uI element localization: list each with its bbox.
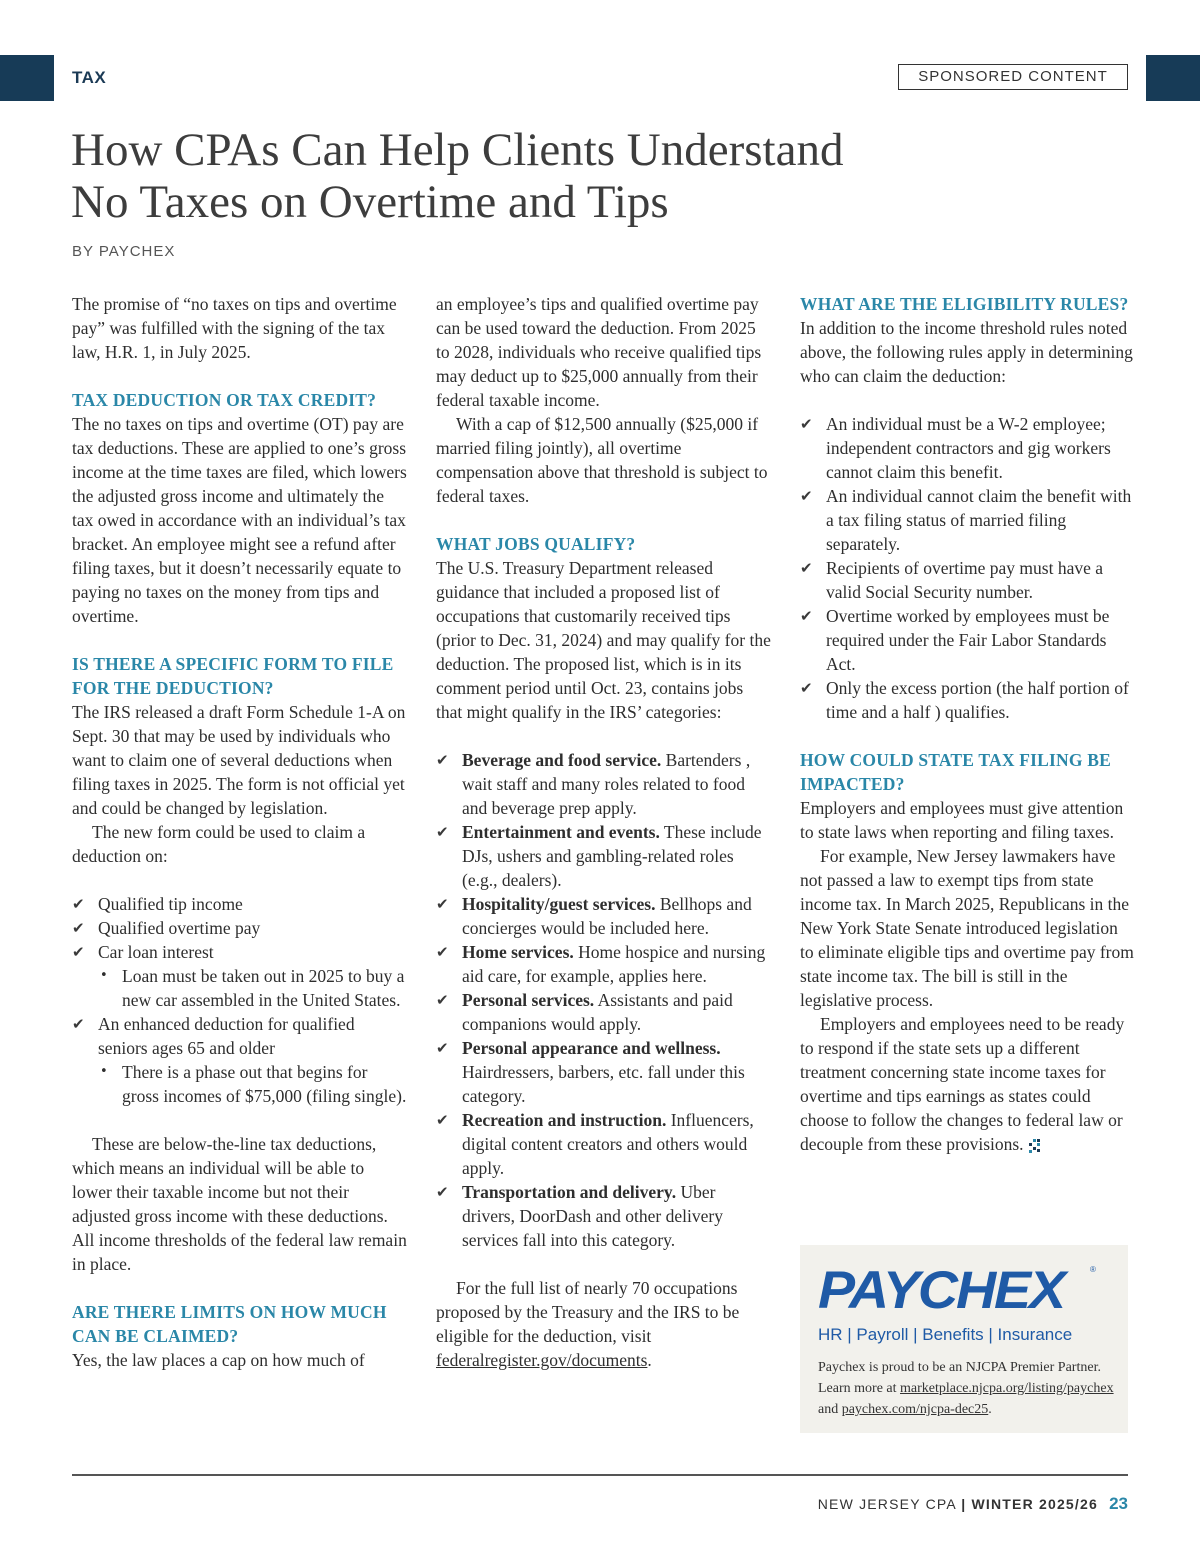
check-icon: ✔ — [800, 679, 813, 697]
check-icon: ✔ — [72, 919, 85, 937]
paychex-tagline: HR | Payroll | Benefits | Insurance — [818, 1325, 1073, 1344]
check-icon: ✔ — [800, 607, 813, 625]
jobs-list — [436, 748, 771, 1252]
section-tab-marker-right — [1146, 55, 1200, 101]
check-icon: ✔ — [800, 559, 813, 577]
section-tab-marker-left — [0, 55, 54, 101]
article-title — [71, 124, 971, 228]
check-icon: ✔ — [436, 1039, 449, 1057]
paychex-logo: PAYCHEX — [818, 1261, 1065, 1320]
eligibility-rules-list — [800, 412, 1135, 724]
check-icon: ✔ — [436, 895, 449, 913]
byline: BY PAYCHEX — [72, 243, 176, 260]
check-icon: ✔ — [436, 751, 449, 769]
check-icon: ✔ — [800, 415, 813, 433]
check-icon: ✔ — [436, 823, 449, 841]
heading-specific-form: IS THERE A SPECIFIC FORM TO FILE FOR THE DEDUCTION? — [72, 654, 394, 698]
paragraph-full-list: For the full list of nearly 70 occupations proposed by the Treasury and the IRS to be eligible for the deduction, visit federalregister.gov/documents. — [436, 1278, 740, 1370]
paragraph-deduction: The no taxes on tips and overtime (OT) pay are tax deductions. These are applied to one’s gross income at the time taxes are filed, which lowers the adjusted gross income and ultimately the tax owed in accordance with an individual’s tax bracket. An employee might see a refund after filing taxes, but it doesn’t necessarily equate to paying no taxes on the money from tips and overtime. — [72, 414, 407, 626]
paragraph-state-1: Employers and employees must give attention to state laws when reporting and filing taxes. — [800, 798, 1124, 842]
deduction-list — [72, 892, 407, 1108]
section-label: TAX — [72, 68, 107, 87]
paychex-partner-text: Paychex is proud to be an NJCPA Premier Partner. Learn more at marketplace.njcpa.org/listing/paychex and paychex.com/njcpa-dec25. — [818, 1360, 1114, 1417]
paragraph-limits-continued: an employee’s tips and qualified overtime pay can be used toward the deduction. From 2025 to 2028, individuals who receive qualified tips may deduct up to $25,000 annually from their federal taxable income. — [436, 294, 762, 410]
list-item: ✔ Hospitality/guest services. Bellhops and concierges would be included here. — [436, 894, 752, 938]
issue-label: WINTER 2025/26 — [971, 1496, 1098, 1512]
check-icon: ✔ — [436, 991, 449, 1009]
footer-rule — [72, 1474, 1128, 1476]
footer-separator: | — [961, 1496, 967, 1512]
list-item: ✔ An enhanced deduction for qualified seniors ages 65 and older • There is a phase out that begins for gross incomes of $75,000 (filing single). — [72, 1014, 407, 1106]
list-item: ✔ Overtime worked by employees must be required under the Fair Labor Standards Act. — [800, 606, 1110, 674]
paragraph-state-3: Employers and employees need to be ready to respond if the state sets up a different treatment concerning state income taxes for overtime and tips earnings as states could choose to follow the changes to federal law or decouple from these provisions. — [800, 1014, 1125, 1154]
list-item: ✔ Recreation and instruction. Influencers, digital content creators and others would apply. — [436, 1110, 754, 1178]
njcpa-marketplace-link[interactable]: marketplace.njcpa.org/listing/paychex — [900, 1381, 1114, 1396]
paychex-njcpa-link[interactable]: paychex.com/njcpa-dec25 — [841, 1402, 989, 1417]
list-item: ✔ Recipients of overtime pay must have a valid Social Security number. — [800, 558, 1104, 602]
check-icon: ✔ — [436, 1183, 449, 1201]
list-item: ✔ Personal services. Assistants and paid companions would apply. — [436, 990, 733, 1034]
sponsored-content-badge: SPONSORED CONTENT — [898, 64, 1128, 90]
paragraph-below-the-line: These are below-the-line tax deductions, which means an individual will be able to lower their taxable income but not their adjusted gross income with these deductions. All income thresholds of the federal law remain in place. — [72, 1134, 407, 1274]
paragraph-form-claim: The new form could be used to claim a deduction on: — [72, 822, 366, 866]
paragraph-eligibility: In addition to the income threshold rules noted above, the following rules apply in determining who can claim the deduction: — [800, 318, 1133, 386]
list-item: ✔ Car loan interest • Loan must be taken out in 2025 to buy a new car assembled in the United States. — [72, 940, 407, 1012]
paragraph-limits-start: Yes, the law places a cap on how much of — [72, 1350, 365, 1370]
paychex-ad-box — [800, 1245, 1128, 1433]
list-item: ✔ Qualified tip income — [72, 894, 243, 914]
bullet-dot-icon: • — [100, 968, 108, 983]
check-icon: ✔ — [72, 943, 85, 961]
list-item: ✔ Beverage and food service. Bartenders , wait staff and many roles related to food and beverage prep apply. — [436, 750, 751, 818]
paragraph-form: The IRS released a draft Form Schedule 1-A on Sept. 30 that may be used by individuals who want to claim one of several deductions when filing taxes in 2025. The form is not official yet and could be changed by legislation. — [72, 702, 406, 818]
heading-eligibility: WHAT ARE THE ELIGIBILITY RULES? — [800, 294, 1129, 314]
registered-mark: ® — [1090, 1265, 1096, 1274]
list-item: ✔ Transportation and delivery. Uber drivers, DoorDash and other delivery services fall into this category. — [436, 1182, 723, 1250]
sub-list-item: • There is a phase out that begins for gross incomes of $75,000 (filing single). — [100, 1062, 407, 1106]
column-1 — [72, 292, 407, 1372]
heading-limits: ARE THERE LIMITS ON HOW MUCH CAN BE CLAIMED? — [72, 1302, 387, 1346]
list-item: ✔ Entertainment and events. These include DJs, ushers and gambling-related roles (e.g., dealers). — [436, 822, 762, 890]
article-title-line1: How CPAs Can Help Clients Understand — [71, 124, 844, 176]
check-icon: ✔ — [436, 943, 449, 961]
sub-list — [98, 964, 407, 1012]
check-icon: ✔ — [800, 487, 813, 505]
paragraph-overtime-cap: With a cap of $12,500 annually ($25,000 if married filing jointly), all overtime compensation above that threshold is subject to federal taxes. — [436, 414, 768, 506]
paragraph-state-2: For example, New Jersey lawmakers have not passed a law to exempt tips from state income tax. In March 2025, Republicans in the New York State Senate introduced legislation to eliminate eligible tips and overtime pay from state income tax. The bill is still in the legislative process. — [800, 846, 1134, 1010]
list-item: ✔ Home services. Home hospice and nursing aid care, for example, applies here. — [436, 942, 766, 986]
article-title-line2: No Taxes on Overtime and Tips — [71, 176, 669, 228]
intro-paragraph: The promise of “no taxes on tips and overtime pay” was fulfilled with the signing of the tax law, H.R. 1, in July 2025. — [72, 294, 397, 362]
bullet-dot-icon: • — [100, 1064, 108, 1079]
heading-jobs-qualify: WHAT JOBS QUALIFY? — [436, 534, 636, 554]
list-item: ✔ Only the excess portion (the half portion of time and a half ) qualifies. — [800, 678, 1129, 722]
page-footer — [818, 1494, 1128, 1514]
heading-state-tax: HOW COULD STATE TAX FILING BE IMPACTED? — [800, 750, 1111, 794]
check-icon: ✔ — [436, 1111, 449, 1129]
page-number: 23 — [1109, 1494, 1128, 1513]
check-icon: ✔ — [72, 1015, 85, 1033]
paragraph-jobs: The U.S. Treasury Department released guidance that included a proposed list of occupations that customarily received tips (prior to Dec. 31, 2024) and may qualify for the deduction. The proposed list, which is in its comment period until Oct. 23, contains jobs that might qualify in the IRS’ categories: — [436, 558, 771, 722]
sub-list-item: • Loan must be taken out in 2025 to buy a new car assembled in the United States. — [100, 966, 405, 1010]
heading-deduction-or-credit: TAX DEDUCTION OR TAX CREDIT? — [72, 390, 377, 410]
list-item: ✔ Personal appearance and wellness. Hairdressers, barbers, etc. fall under this category. — [436, 1038, 745, 1106]
publication-name: NEW JERSEY CPA — [817, 1496, 957, 1512]
column-2 — [436, 292, 771, 1372]
list-item: ✔ Qualified overtime pay — [72, 918, 261, 938]
list-item: ✔ An individual cannot claim the benefit with a tax filing status of married filing separately. — [800, 486, 1132, 554]
sub-list — [98, 1060, 407, 1108]
federal-register-link[interactable]: federalregister.gov/documents — [436, 1350, 648, 1370]
list-item: ✔ An individual must be a W-2 employee; independent contractors and gig workers cannot claim this benefit. — [800, 414, 1111, 482]
end-of-article-icon — [1027, 1139, 1041, 1153]
column-3 — [800, 292, 1135, 1156]
check-icon: ✔ — [72, 895, 85, 913]
